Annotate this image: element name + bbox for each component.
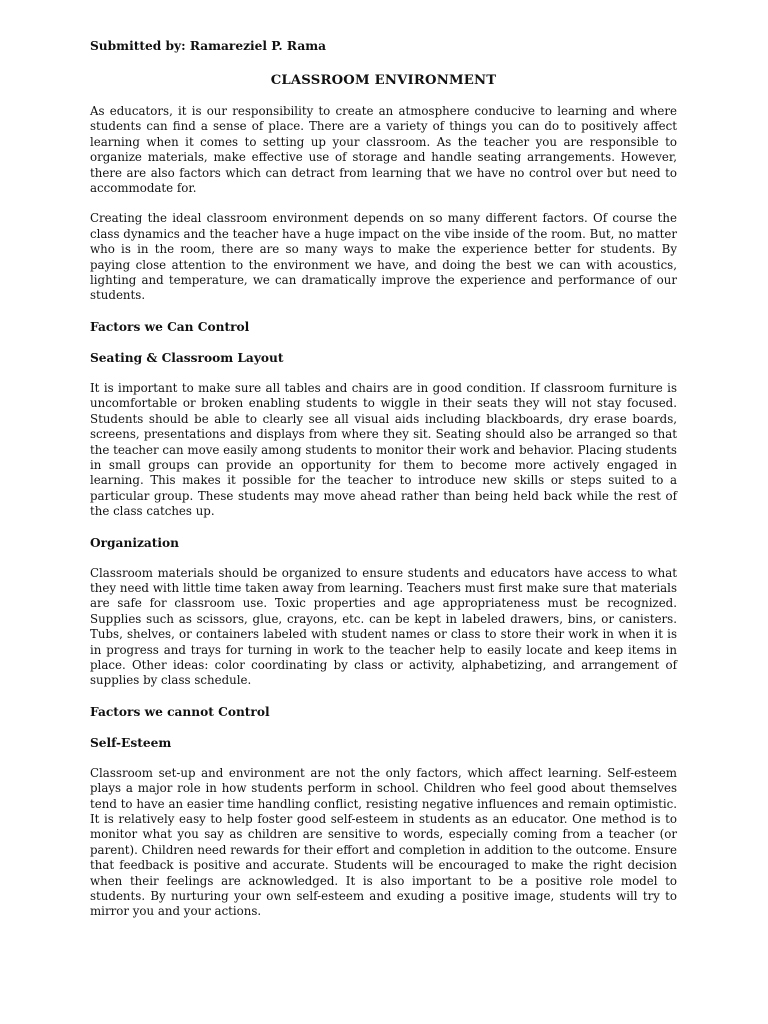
factors-can-control-heading: Factors we Can Control [90,319,250,334]
organization-heading: Organization [90,535,180,550]
intro-paragraph-2: Creating the ideal classroom environment depends on so many different factors. Of course the class dynamics and the teacher have a huge impact on the vibe inside of the room. But, no matter who is in the room, there are so many ways to make the experience better for students. By paying close attention to the environment we have, and doing the best we can with acoustics, lighting and temperature, we can dramatically improve the experience and performance of our students. [90,211,677,303]
seating-paragraph: It is important to make sure all tables and chairs are in good condition. If classroom furniture is uncomfortable or broken enabling students to wiggle in their seats they will not stay focused. Students should be able to clearly see all visual aids including blackboards, dry erase boards, screens, presentations and displays from where they sit. Seating should also be arranged so that the teacher can move easily among students to monitor their work and behavior. Placing students in small groups can provide an opportunity for them to become more actively engaged in learning. This makes it possible for the teacher to introduce new skills or steps suited to a particular group. These students may move ahead rather than being held back while the rest of the class catches up. [90,380,677,519]
organization-paragraph: Classroom materials should be organized to ensure students and educators have access to what they need with little time taken away from learning. Teachers must first make sure that materials are safe for classroom use. Toxic properties and age appropriateness must be recognized. Supplies such as scissors, glue, crayons, etc. can be kept in labeled drawers, bins, or canisters. Tubs, shelves, or containers labeled with student names or class to store their work in when it is in progress and trays for turning in work to the teacher help to easily locate and keep items in place. Other ideas: color coordinating by class or activity, alphabetizing, and arrangement of supplies by class schedule. [90,565,677,688]
document-page [90,38,677,935]
self-esteem-heading: Self-Esteem [90,735,172,750]
seating-heading: Seating & Classroom Layout [90,350,284,365]
factors-cannot-control-heading: Factors we cannot Control [90,704,270,719]
intro-paragraph-1: As educators, it is our responsibility to create an atmosphere conducive to learning and where students can find a sense of place. There are a variety of things you can do to positively affect learning when it comes to setting up your classroom. As the teacher you are responsible to organize materials, make effective use of storage and handle seating arrangements. However, there are also factors which can detract from learning that we have no control over but need to accommodate for. [90,104,677,196]
self-esteem-paragraph: Classroom set-up and environment are not the only factors, which affect learning. Self-esteem plays a major role in how students perform in school. Children who feel good about themselves tend to have an easier time handling conflict, resisting negative influences and remain optimistic. It is relatively easy to help foster good self-esteem in students as an educator. One method is to monitor what you say as children are sensitive to words, especially coming from a teacher (or parent). Children need rewards for their effort and completion in addition to the outcome. Ensure that feedback is positive and accurate. Students will be encouraged to make the right decision when their feelings are acknowledged. It is also important to be a positive role model to students. By nurturing your own self-esteem and exuding a positive image, students will try to mirror you and your actions. [90,765,677,919]
submitted-by-line: Submitted by: Ramareziel P. Rama [90,39,327,53]
document-title: CLASSROOM ENVIRONMENT [270,73,497,88]
